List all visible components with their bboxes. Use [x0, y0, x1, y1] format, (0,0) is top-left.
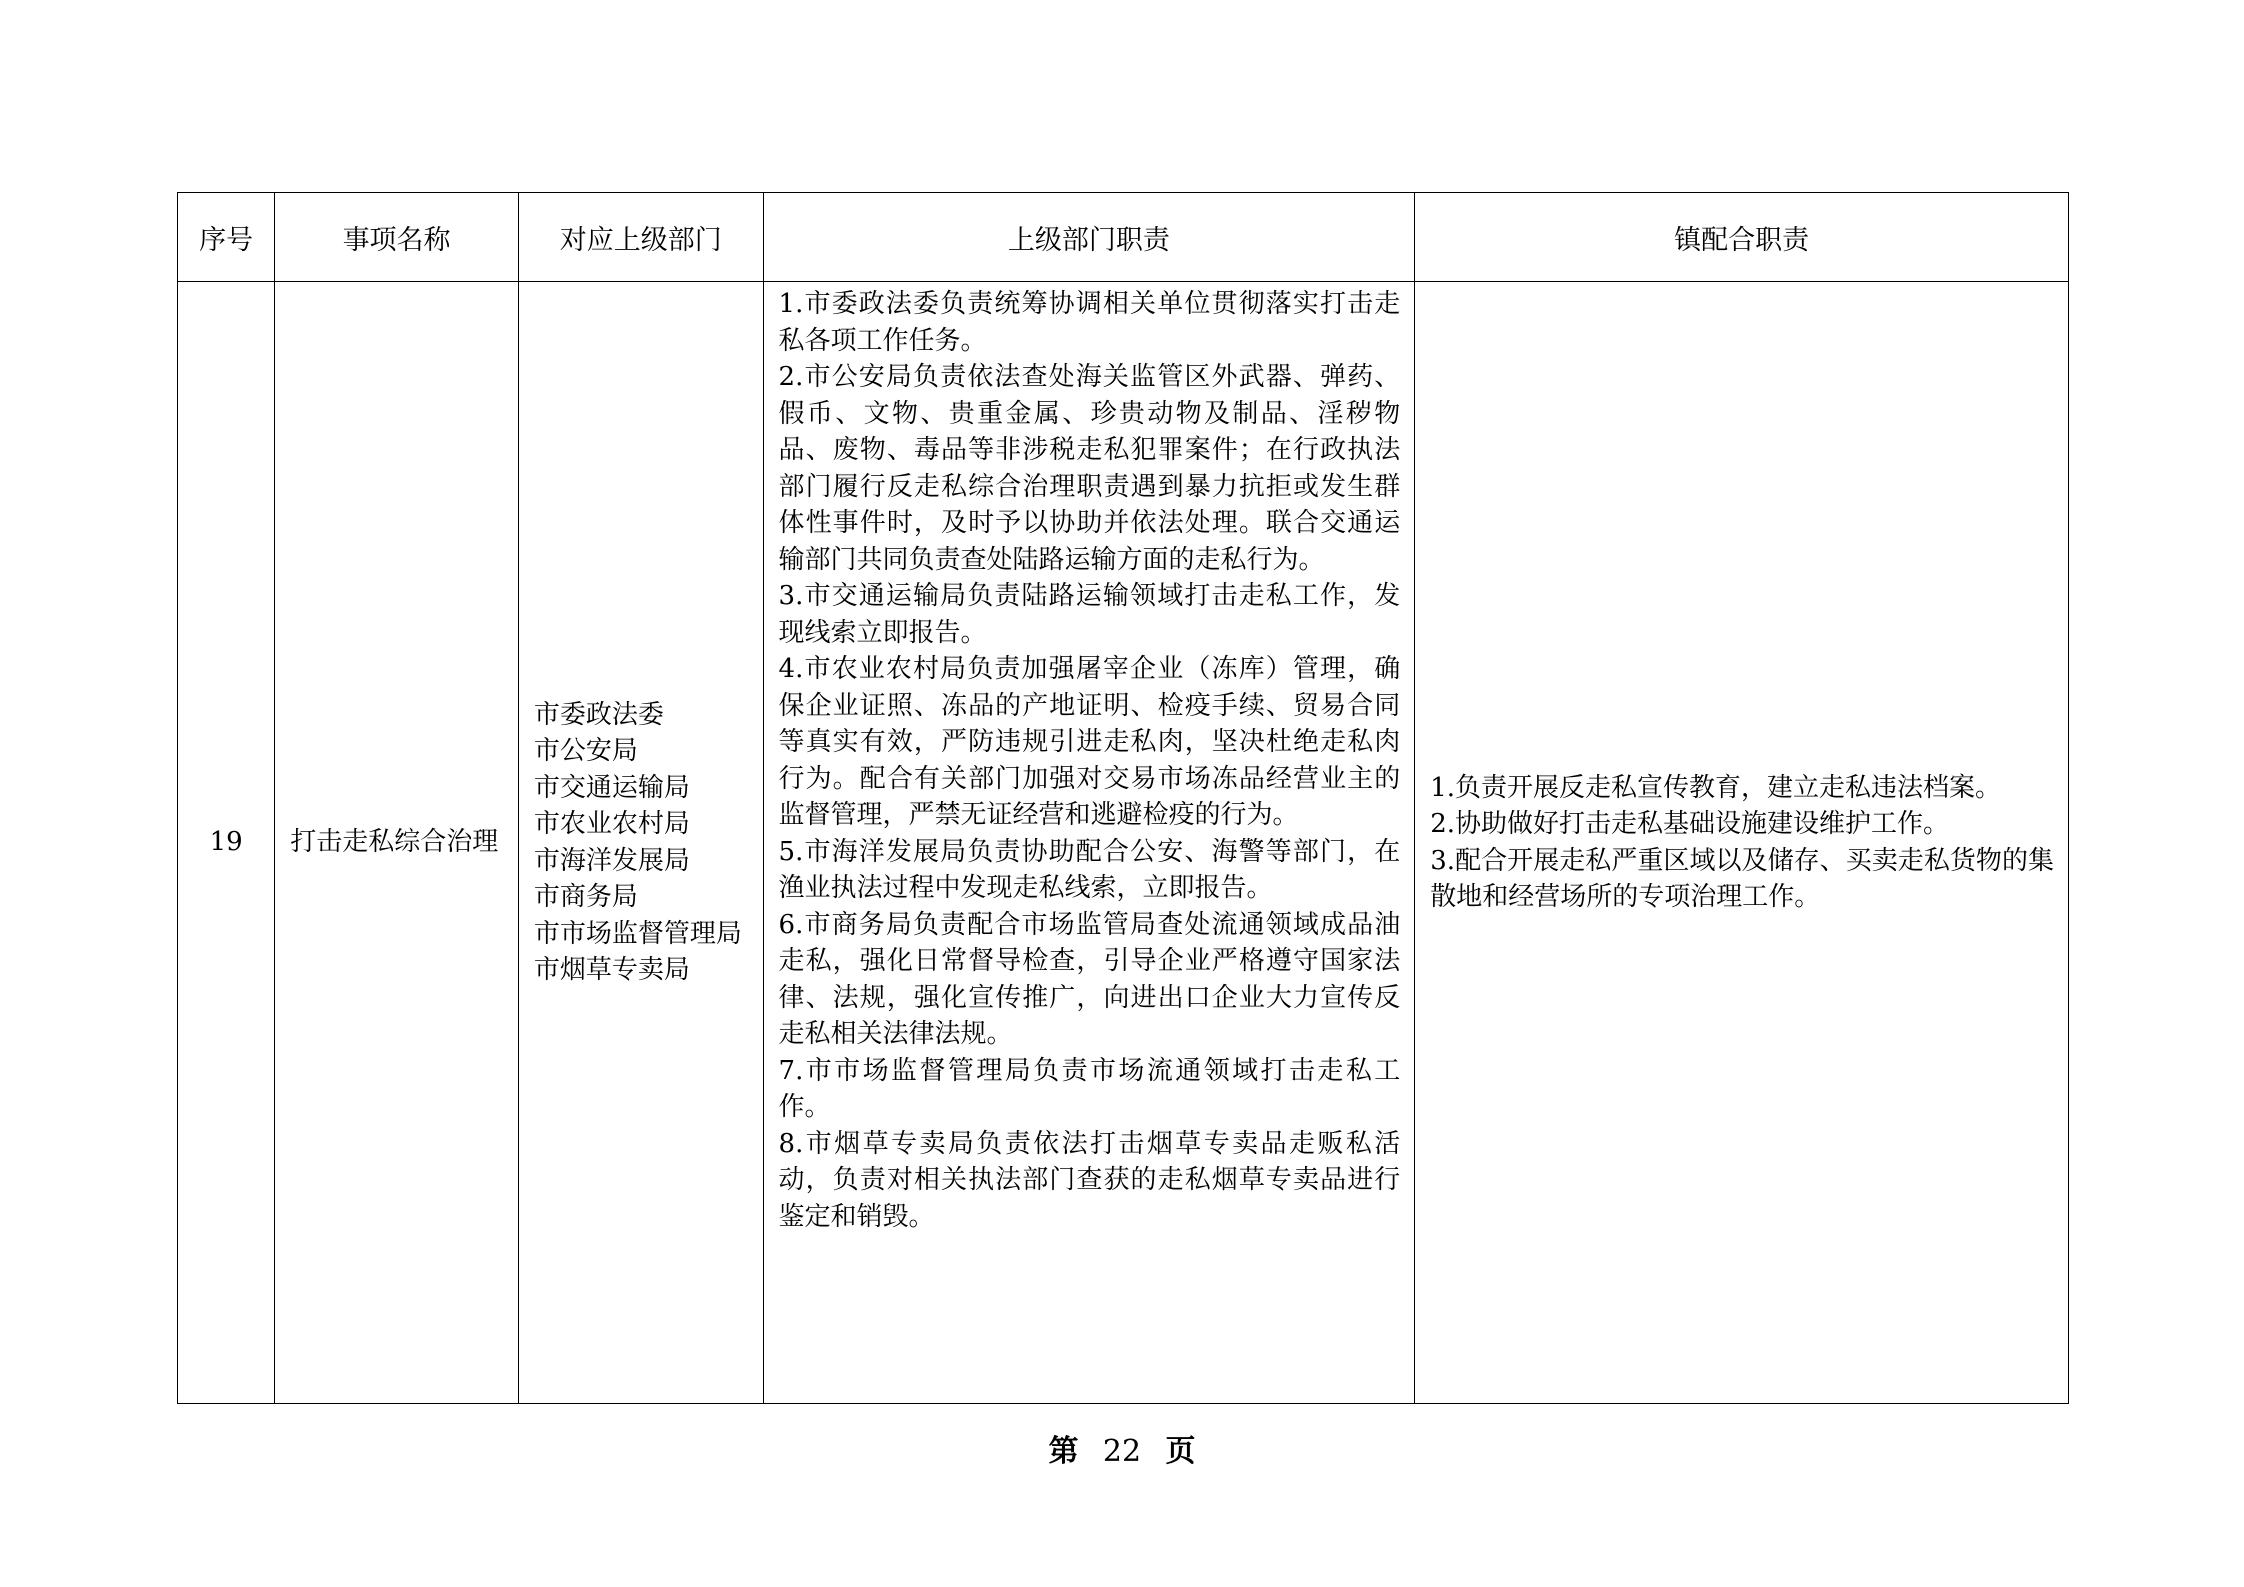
page-number-footer	[0, 1426, 2244, 1470]
header-upper-duties: 上级部门职责	[763, 193, 1415, 282]
row-seq: 19	[178, 282, 275, 1404]
page-number: 22	[1102, 1434, 1142, 1469]
department-item: 市海洋发展局	[533, 845, 690, 876]
header-seq: 序号	[178, 193, 275, 282]
department-item: 市市场监督管理局	[533, 918, 742, 949]
department-item: 市交通运输局	[533, 772, 690, 803]
upper-duty-item: 3.市交通运输局负责陆路运输领域打击走私工作，发现线索立即报告。	[778, 581, 1401, 648]
town-duty-item: 3.配合开展走私严重区域以及储存、买卖走私货物的集散地和经营场所的专项治理工作。	[1430, 845, 2054, 912]
row-item-name: 打击走私综合治理	[275, 282, 519, 1404]
upper-duty-list	[779, 286, 1401, 1235]
row-departments	[518, 282, 763, 1404]
table-header-row	[178, 193, 2069, 282]
upper-duty-item: 2.市公安局负责依法查处海关监管区外武器、弹药、假币、文物、贵重金属、珍贵动物及制品、淫秽物品、废物、毒品等非涉税走私犯罪案件；在行政执法部门履行反走私综合治理职责遇到暴力抗拒或发生群体性事件时，及时予以协助并依法处理。联合交通运输部门共同负责查处陆路运输方面的走私行为。	[778, 362, 1401, 575]
upper-duty-item: 5.市海洋发展局负责协助配合公安、海警等部门，在渔业执法过程中发现走私线索，立即报告。	[778, 836, 1401, 903]
responsibility-table	[177, 192, 2069, 1404]
upper-duty-item: 1.市委政法委负责统筹协调相关单位贯彻落实打击走私各项工作任务。	[778, 289, 1401, 356]
department-item: 市农业农村局	[533, 809, 690, 839]
town-duty-list	[1430, 770, 2054, 916]
town-duty-item: 2.协助做好打击走私基础设施建设维护工作。	[1430, 809, 1950, 839]
row-upper-duties	[763, 282, 1415, 1404]
upper-duty-item: 7.市市场监督管理局负责市场流通领域打击走私工作。	[778, 1055, 1401, 1122]
header-town-duties: 镇配合职责	[1415, 193, 2069, 282]
page-prefix: 第	[1048, 1434, 1079, 1469]
header-upper-department: 对应上级部门	[518, 193, 763, 282]
town-duty-item: 1.负责开展反走私宣传教育，建立走私违法档案。	[1430, 772, 2002, 803]
upper-duty-item: 8.市烟草专卖局负责依法打击烟草专卖品走贩私活动，负责对相关执法部门查获的走私烟草专卖品进行鉴定和销毁。	[778, 1128, 1401, 1232]
header-item-name: 事项名称	[275, 193, 519, 282]
department-item: 市公安局	[533, 736, 638, 766]
department-list	[534, 697, 751, 989]
department-item: 市商务局	[533, 882, 638, 912]
upper-duty-item: 6.市商务局负责配合市场监管局查处流通领域成品油走私，强化日常督导检查，引导企业严格遵守国家法律、法规，强化宣传推广，向进出口企业大力宣传反走私相关法律法规。	[778, 909, 1401, 1049]
department-item: 市烟草专卖局	[533, 955, 690, 985]
upper-duty-item: 4.市农业农村局负责加强屠宰企业（冻库）管理，确保企业证照、冻品的产地证明、检疫手续、贸易合同等真实有效，严防违规引进走私肉，坚决杜绝走私肉行为。配合有关部门加强对交易市场冻品经营业主的监督管理，严禁无证经营和逃避检疫的行为。	[778, 654, 1401, 830]
row-town-duties	[1415, 282, 2069, 1404]
department-item: 市委政法委	[533, 699, 664, 730]
page-suffix: 页	[1165, 1434, 1196, 1469]
table-row	[178, 282, 2069, 1404]
